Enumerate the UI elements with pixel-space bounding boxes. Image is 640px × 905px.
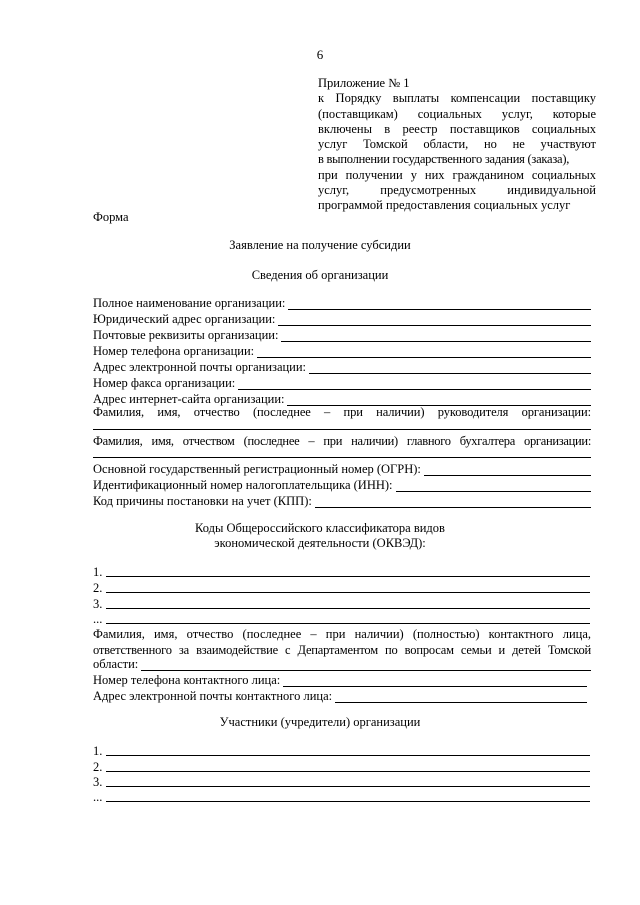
form-title: Заявление на получение субсидии	[229, 238, 411, 252]
founder-item-number: ...	[93, 790, 103, 804]
appendix-title: Приложение № 1	[318, 76, 410, 90]
field-label: Номер факса организации:	[93, 376, 236, 390]
fill-line[interactable]	[278, 314, 591, 326]
fill-line[interactable]	[309, 362, 591, 374]
field-label: Адрес электронной почты контактного лица:	[93, 689, 333, 703]
okved-item-number: 3.	[93, 597, 103, 611]
okved-item-number: ...	[93, 612, 103, 626]
contact-fio-label-1: Фамилия, имя, отчество (последнее – при наличии) (полностью) контактного лица,	[93, 627, 591, 641]
kpp-field[interactable]	[93, 494, 591, 508]
appendix-line: к Порядку выплаты компенсации поставщику	[318, 91, 596, 106]
fill-line[interactable]	[257, 346, 591, 358]
page-number: 6	[316, 47, 324, 62]
okved-item-line[interactable]	[106, 623, 590, 624]
field-label: Адрес интернет-сайта организации:	[93, 392, 285, 406]
org-section-heading: Сведения об организации	[251, 268, 389, 282]
okved-heading-line-2: экономической деятельности (ОКВЭД):	[214, 536, 426, 550]
okved-item-line[interactable]	[106, 576, 590, 577]
org-full-name-field[interactable]	[93, 296, 591, 310]
okved-item-number: 2.	[93, 581, 103, 595]
founder-item-line[interactable]	[106, 755, 590, 756]
appendix-line: включены в реестр поставщиков социальных	[318, 121, 596, 136]
appendix-line: в выполнении государственного задания (заказа),	[318, 152, 570, 167]
founders-heading: Участники (учредители) организации	[219, 715, 421, 729]
okved-item-number: 1.	[93, 565, 103, 579]
org-website-field[interactable]	[93, 392, 591, 406]
org-fax-field[interactable]	[93, 376, 591, 390]
appendix-block	[318, 76, 596, 214]
fill-line[interactable]	[335, 691, 587, 703]
field-label: Номер телефона контактного лица:	[93, 673, 281, 687]
founder-item-line[interactable]	[106, 786, 590, 787]
field-label: области:	[93, 657, 139, 671]
founder-item-line[interactable]	[106, 801, 590, 802]
org-email-field[interactable]	[93, 360, 591, 374]
accountant-fio-label: Фамилия, имя, отчеством (последнее – при наличии) главного бухгалтера организации:	[93, 434, 591, 448]
fill-line[interactable]	[283, 675, 587, 687]
field-label: Код причины постановки на учет (КПП):	[93, 494, 312, 508]
org-postal-details-field[interactable]	[93, 328, 591, 342]
contact-phone-field[interactable]	[93, 673, 587, 687]
fill-line[interactable]	[396, 480, 591, 492]
appendix-line: (поставщикам) социальных услуг, которые	[318, 106, 596, 121]
org-legal-address-field[interactable]	[93, 312, 591, 326]
fill-line[interactable]	[288, 298, 591, 310]
fill-line[interactable]	[238, 378, 591, 390]
field-label: Юридический адрес организации:	[93, 312, 276, 326]
ogrn-field[interactable]	[93, 462, 591, 476]
form-label: Форма	[93, 210, 129, 224]
fill-line[interactable]	[281, 330, 591, 342]
field-label: Идентификационный номер налогоплательщика (ИНН):	[93, 478, 393, 492]
fill-line[interactable]	[141, 659, 591, 671]
contact-fio-field[interactable]	[93, 657, 591, 671]
org-phone-field[interactable]	[93, 344, 591, 358]
okved-heading-line-1: Коды Общероссийского классификатора видов	[195, 521, 445, 535]
contact-email-field[interactable]	[93, 689, 587, 703]
appendix-line: при получении у них гражданином социальных	[318, 167, 596, 182]
inn-field[interactable]	[93, 478, 591, 492]
founder-item-line[interactable]	[106, 771, 590, 772]
field-label: Основной государственный регистрационный номер (ОГРН):	[93, 462, 421, 476]
founder-item-number: 3.	[93, 775, 103, 789]
head-fio-line[interactable]	[93, 429, 591, 430]
head-fio-label: Фамилия, имя, отчество (последнее – при наличии) руководителя организации:	[93, 405, 591, 419]
okved-item-line[interactable]	[106, 608, 590, 609]
field-label: Полное наименование организации:	[93, 296, 286, 310]
contact-fio-label-2: ответственного за взаимодействие с Департаментом по вопросам семьи и детей Томской	[93, 643, 591, 657]
fill-line[interactable]	[315, 496, 591, 508]
accountant-fio-line[interactable]	[93, 457, 591, 458]
field-label: Почтовые реквизиты организации:	[93, 328, 279, 342]
founder-item-number: 2.	[93, 760, 103, 774]
field-label: Номер телефона организации:	[93, 344, 255, 358]
fill-line[interactable]	[424, 464, 591, 476]
appendix-line: услуг, предусмотренных индивидуальной	[318, 183, 596, 198]
appendix-line: программой предоставления социальных услуг	[318, 198, 571, 213]
appendix-line: услуг Томской области, но не участвуют	[318, 137, 596, 152]
founder-item-number: 1.	[93, 744, 103, 758]
okved-item-line[interactable]	[106, 592, 590, 593]
field-label: Адрес электронной почты организации:	[93, 360, 307, 374]
